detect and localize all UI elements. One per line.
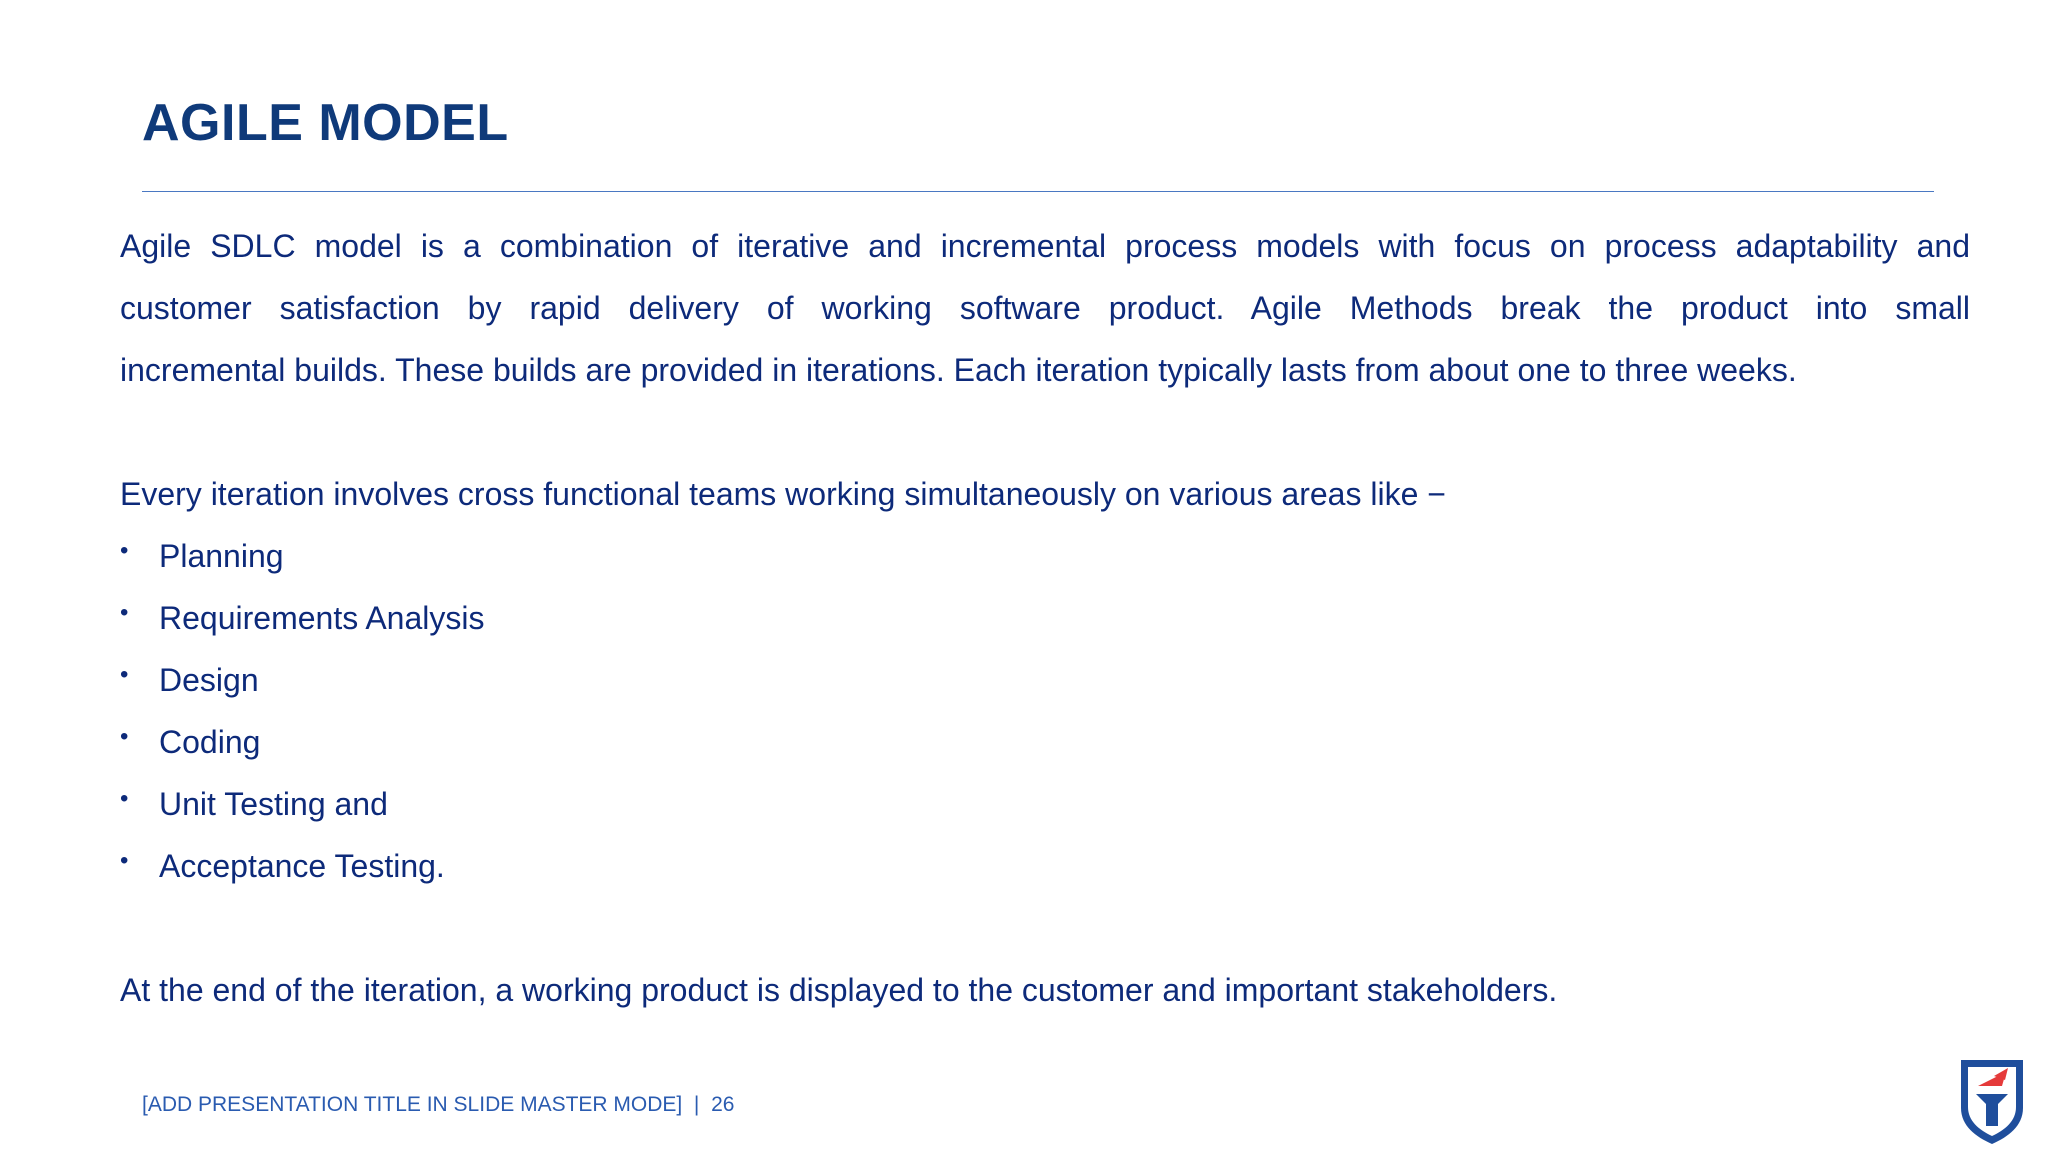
paragraph-gap [120,897,1970,959]
slide-body [120,215,1970,1021]
intro-line-2: customer satisfaction by rapid delivery of working software product. Agile Methods break the product into small [120,290,1970,326]
page-number: 26 [711,1093,735,1116]
iteration-areas-list [120,525,1970,897]
list-item-label: Unit Testing and [159,786,388,822]
bullet-icon: • [120,537,129,564]
list-item [120,649,1970,711]
footer-presentation-title: [ADD PRESENTATION TITLE IN SLIDE MASTER MODE] [142,1093,683,1116]
slide-footer [142,1092,734,1118]
bullet-icon: • [120,723,129,750]
slide-title: AGILE MODEL [142,94,509,152]
list-item-label: Planning [159,538,284,574]
iteration-lead-text: Every iteration involves cross functional teams working simultaneously on various areas like − [120,476,1446,512]
title-divider [142,191,1934,192]
list-item-label: Requirements Analysis [159,600,485,636]
bullet-icon: • [120,661,129,688]
list-item-label: Design [159,662,259,698]
list-item [120,835,1970,897]
bullet-icon: • [120,847,129,874]
list-item-label: Acceptance Testing. [159,848,445,884]
list-item [120,773,1970,835]
intro-line-1: Agile SDLC model is a combination of iterative and incremental process models with focus on process adaptability and [120,228,1970,264]
list-item-label: Coding [159,724,261,760]
list-item [120,525,1970,587]
paragraph-gap [120,401,1970,463]
list-item [120,587,1970,649]
bullet-icon: • [120,599,129,626]
intro-line-3: incremental builds. These builds are provided in iterations. Each iteration typically lasts from about one to three weeks. [120,352,1797,388]
bullet-icon: • [120,785,129,812]
university-shield-torch-icon [1958,1056,2026,1146]
list-item [120,711,1970,773]
closing-text: At the end of the iteration, a working product is displayed to the customer and important stakeholders. [120,972,1558,1008]
footer-separator: | [693,1093,700,1116]
